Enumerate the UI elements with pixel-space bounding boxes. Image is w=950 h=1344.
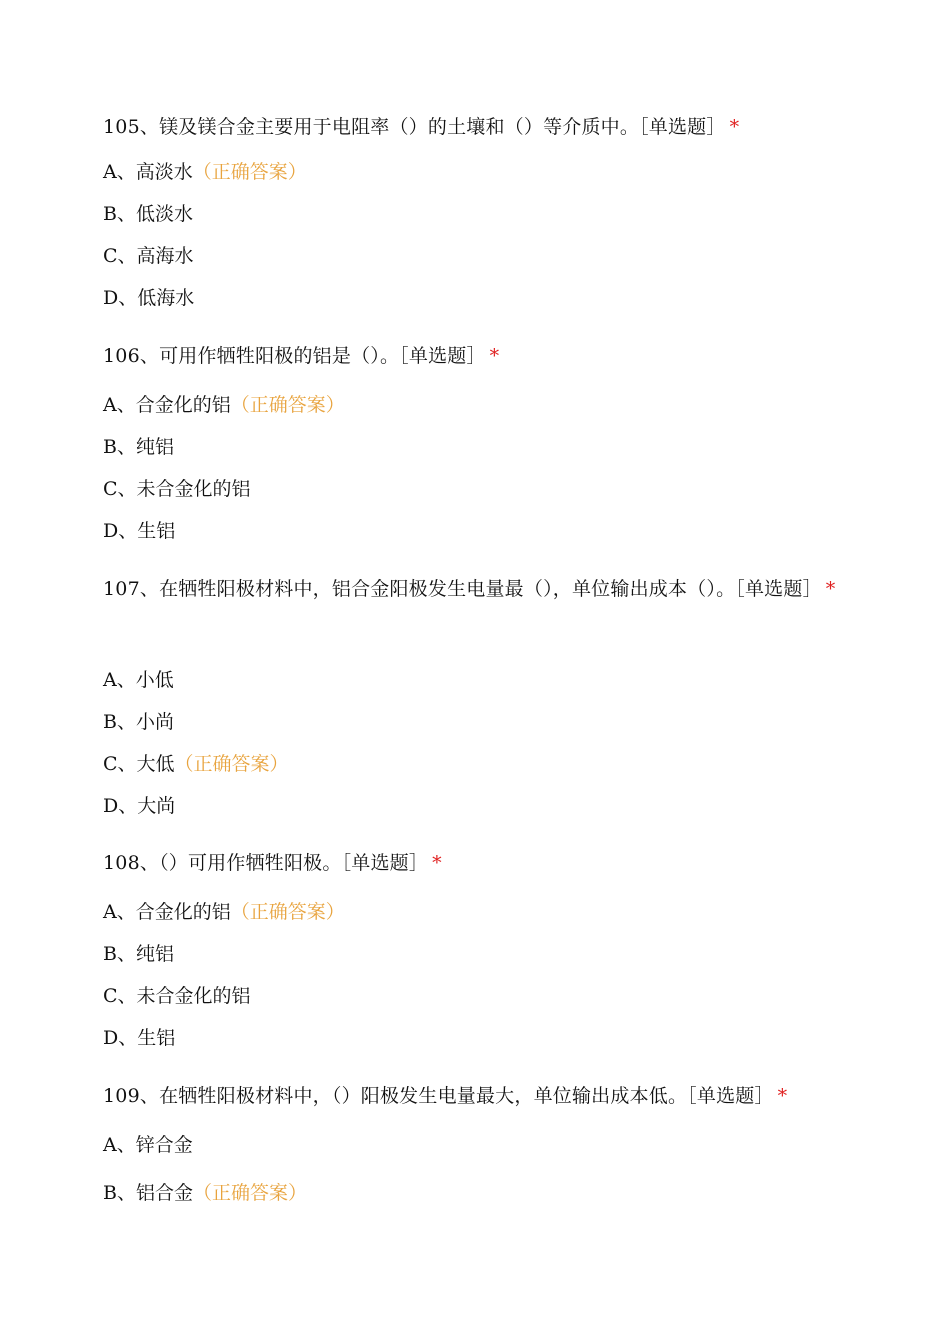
required-asterisk: * [729,116,740,138]
option-label: D、低海水 [103,287,195,309]
correct-answer-tag: （正确答案） [174,753,289,775]
option-label: A、锌合金 [103,1134,193,1156]
option-108-d [103,1025,175,1051]
option-label: C、未合金化的铝 [103,478,251,500]
option-109-a [103,1132,193,1158]
option-105-b [103,201,193,227]
option-106-a [103,392,345,418]
question-106 [103,335,853,377]
option-label: C、未合金化的铝 [103,985,251,1007]
option-109-b [103,1180,307,1206]
option-106-c [103,476,251,502]
option-label: D、生铝 [103,520,176,542]
question-105 [103,106,853,148]
option-107-b [103,709,174,735]
option-label: A、合金化的铝 [103,394,231,416]
option-label: A、合金化的铝 [103,901,231,923]
question-stem: 107、在牺牲阳极材料中，铝合金阳极发生电量最（），单位输出成本（）。［单选题］ [103,578,822,600]
correct-answer-tag: （正确答案） [192,1182,307,1204]
question-108 [103,842,853,884]
correct-answer-tag: （正确答案） [230,394,345,416]
required-asterisk: * [489,345,500,367]
question-stem: 109、在牺牲阳极材料中，（）阳极发生电量最大，单位输出成本低。［单选题］ [103,1085,774,1107]
option-105-d [103,285,194,311]
option-label: C、高海水 [103,245,194,267]
option-label: B、小尚 [103,711,174,733]
option-107-a [103,667,174,693]
option-106-b [103,434,174,460]
question-stem: 108、（）可用作牺牲阳极。［单选题］ [103,852,429,874]
question-109 [103,1075,853,1117]
option-label: D、生铝 [103,1027,176,1049]
option-label: B、铝合金 [103,1182,193,1204]
correct-answer-tag: （正确答案） [230,901,345,923]
required-asterisk: * [825,578,836,600]
question-stem: 106、可用作牺牲阳极的铝是（）。［单选题］ [103,345,486,367]
option-label: B、纯铝 [103,943,174,965]
option-107-d [103,793,175,819]
option-106-d [103,518,175,544]
option-108-b [103,941,174,967]
correct-answer-tag: （正确答案） [192,161,307,183]
question-stem: 105、镁及镁合金主要用于电阻率（）的土壤和（）等介质中。［单选题］ [103,116,726,138]
option-label: B、纯铝 [103,436,174,458]
option-108-c [103,983,251,1009]
question-107 [103,568,853,610]
required-asterisk: * [777,1085,788,1107]
option-108-a [103,899,345,925]
option-label: C、大低 [103,753,175,775]
option-label: A、高淡水 [103,161,193,183]
option-label: A、小低 [103,669,174,691]
option-105-a [103,159,307,185]
required-asterisk: * [432,852,442,874]
option-label: B、低淡水 [103,203,193,225]
option-105-c [103,243,194,269]
option-label: D、大尚 [103,795,176,817]
option-107-c [103,751,289,777]
